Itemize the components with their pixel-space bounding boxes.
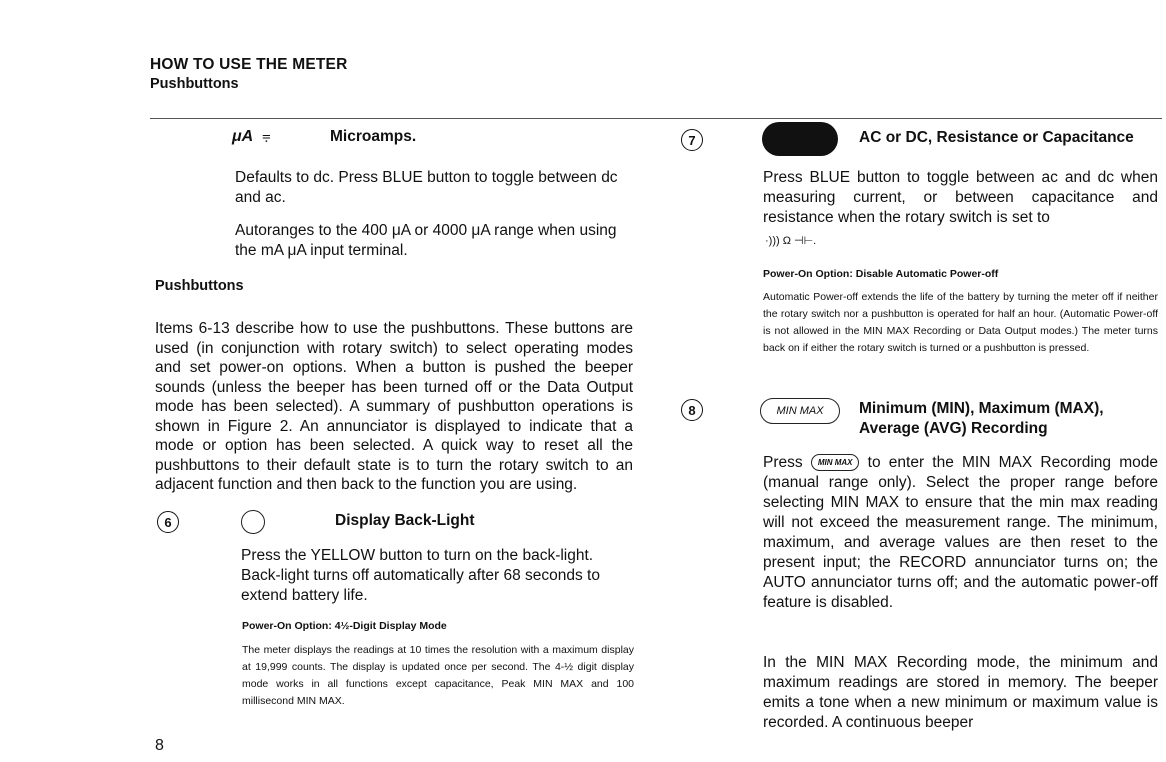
item-6-heading: Display Back-Light [335, 512, 475, 529]
minmax-inline-icon: MIN MAX [811, 454, 860, 471]
acdc-icon: ⩦ [262, 127, 271, 144]
item-7-option-text: Automatic Power-off extends the life of the battery by turning the meter off if neither the rotary switch nor a pushbutton is operated for half an hour. (Automatic Power-off is not allowed in the MIN MAX Recording or Data Output modes.) The meter turns back on if either the rotary switch is turned or a pushbutton is pressed. [763, 291, 1158, 354]
item-8-number: 8 [681, 399, 703, 421]
minmax-button-icon: MIN MAX [760, 398, 840, 424]
item-6-number: 6 [157, 511, 179, 533]
item-8-para-1 [763, 453, 1158, 613]
item-6-option-heading: Power-On Option: 4½-Digit Display Mode [242, 620, 447, 632]
item-6-option-text: The meter displays the readings at 10 times the resolution with a maximum display at 19,999 counts. The display is updated once per second. The 4-½ digit display mode works in all functions except capacitance, Peak MIN MAX and 100 millisecond MIN MAX. [242, 644, 634, 707]
yellow-button-icon [241, 510, 265, 534]
pushbuttons-para: Items 6-13 describe how to use the pushbuttons. These buttons are used (in conjunction with rotary switch) to select operating modes and set power-on options. When a button is pushed the beeper sounds (unless the beeper has been turned off or the Data Output mode has been selected). A summary of pushbutton operations is shown in Figure 2. An annunciator is displayed to indicate that a mode or option has been selected. A quick way to reset all the pushbuttons to their default state is to turn the rotary switch to an adjacent function and then back to the function you are using. [155, 320, 633, 493]
item-8-para-2: In the MIN MAX Recording mode, the minimum and maximum readings are stored in memory. The beeper emits a tone when a new minimum or maximum value is recorded. A continuous beeper [763, 654, 1158, 731]
header-rule [150, 118, 1162, 119]
blue-button-icon [762, 122, 838, 156]
section-subtitle: Pushbuttons [150, 76, 239, 92]
microamps-heading: Microamps. [330, 128, 417, 145]
item-6-para: Press the YELLOW button to turn on the back-light. Back-light turns off automatically after 68 seconds to extend battery life. [241, 547, 600, 604]
section-title: HOW TO USE THE METER [150, 56, 348, 73]
microamps-para-2: Autoranges to the 400 μA or 4000 μA range when using the mA μA input terminal. [235, 222, 617, 259]
item-8-para-1-post: to enter the MIN MAX Recording mode (manual range only). Select the proper range before selecting MIN MAX to ensure that the min max reading will not exceed the measurement range. The minimum, maximum, and average values are then reset to the present input; the RECORD annunciator turns on; the AUTO annunciator turns off; and the automatic power-off feature is disabled. [763, 454, 1158, 611]
item-8-para-1-pre: Press [763, 454, 803, 471]
microamps-symbol: μA [232, 128, 254, 145]
item-7-option-heading: Power-On Option: Disable Automatic Power-off [763, 268, 999, 280]
page-number: 8 [155, 737, 164, 754]
item-7-para: Press BLUE button to toggle between ac and dc when measuring current, or between capacitance and resistance when the rotary switch is set to [763, 169, 1158, 226]
item-8-heading-line-1: Minimum (MIN), Maximum (MAX), [859, 400, 1104, 417]
item-8-heading-line-2: Average (AVG) Recording [859, 420, 1048, 437]
microamps-para-1: Defaults to dc. Press BLUE button to toggle between dc and ac. [235, 169, 618, 206]
item-7-heading: AC or DC, Resistance or Capacitance [859, 129, 1134, 146]
pushbuttons-heading: Pushbuttons [155, 278, 244, 294]
item-7-number: 7 [681, 129, 703, 151]
function-symbols: ·))) Ω ⊣⊢. [765, 235, 817, 247]
